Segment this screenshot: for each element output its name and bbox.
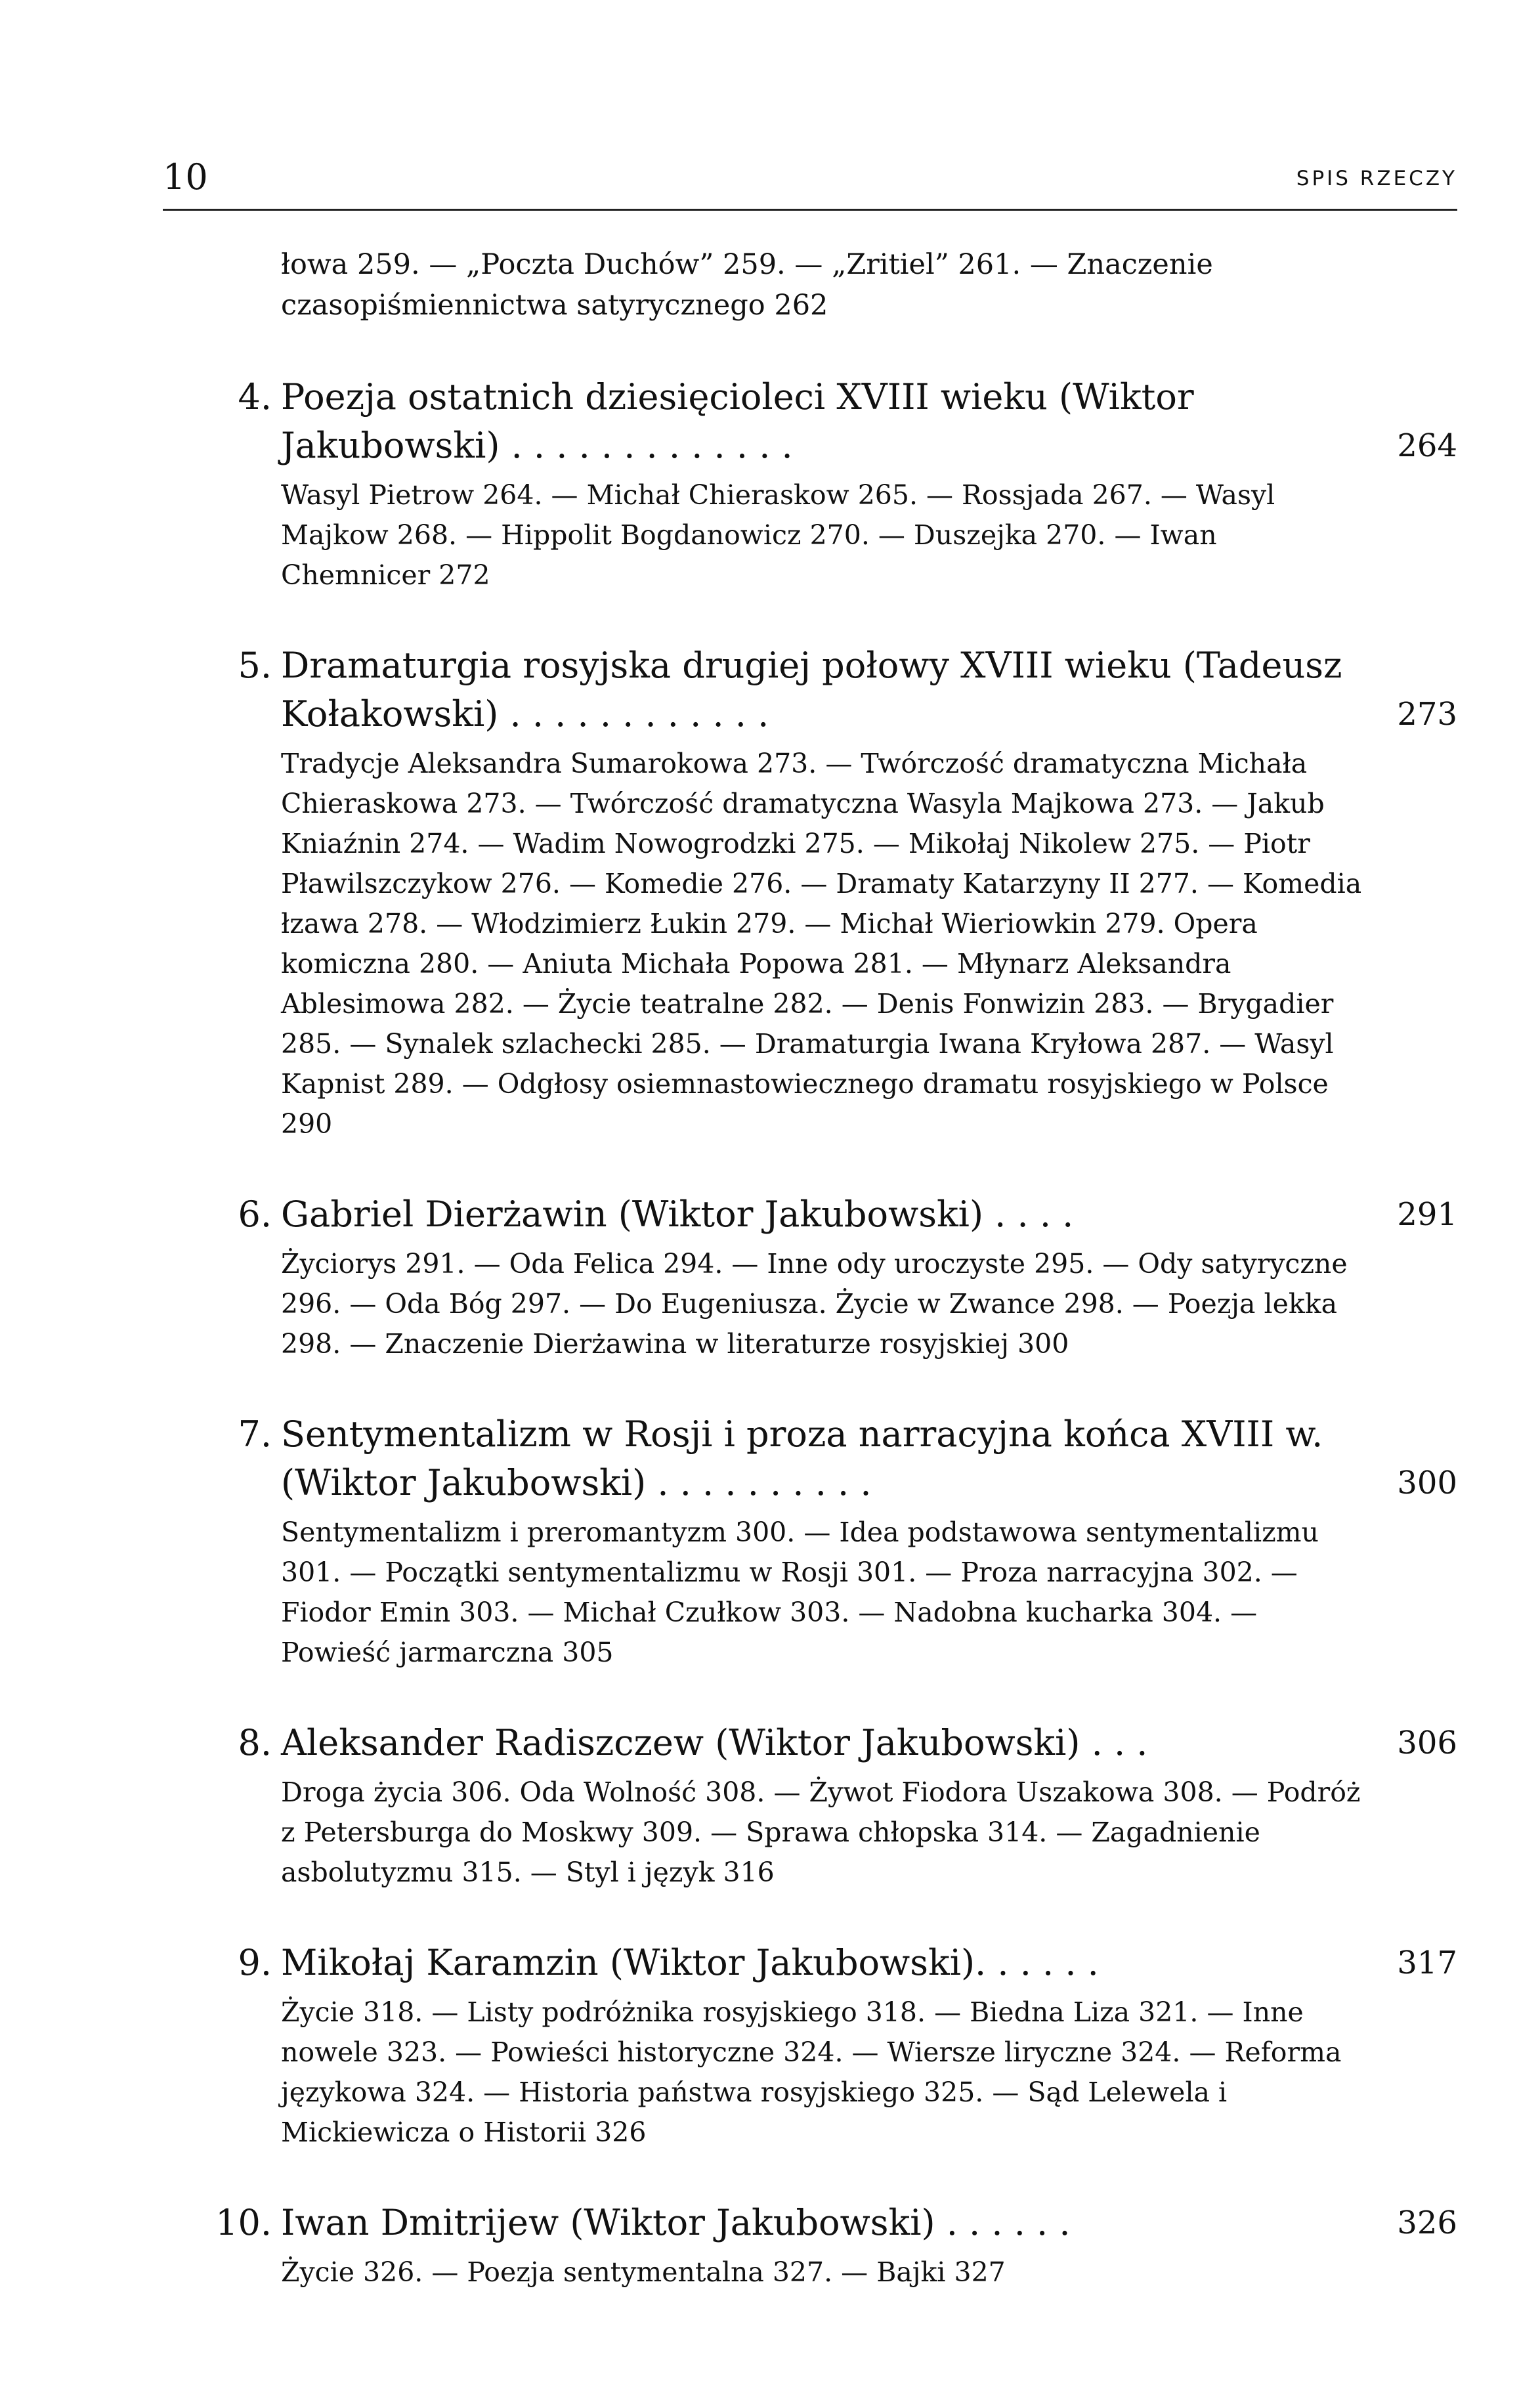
entry-number: 10. bbox=[215, 2202, 272, 2243]
entry-title: Poezja ostatnich dziesięcioleci XVIII wieku (Wiktor Jakubowski) . . . . . . . . . . . . . bbox=[281, 376, 1194, 466]
entry-head bbox=[163, 2199, 1457, 2247]
toc-entry-7 bbox=[163, 1410, 1457, 1673]
entry-number: 5. bbox=[238, 645, 272, 686]
entry-page: 326 bbox=[1397, 2205, 1457, 2241]
entry-page: 291 bbox=[1397, 1196, 1457, 1233]
toc-entry-8 bbox=[163, 1719, 1457, 1893]
toc-entry-4 bbox=[163, 373, 1457, 595]
entry-subtopics: Sentymentalizm i preromantyzm 300. — Idea podstawowa sentymentalizmu 301. — Początki sentymentalizmu w Rosji 301. — Proza narracyjna 302. — Fiodor Emin 303. — Michał Czułkow 303. — Nadobna kucharka 304. — Powieść jarmarczna 305 bbox=[281, 1517, 1319, 1668]
toc-entry-10 bbox=[163, 2199, 1457, 2292]
entry-number: 7. bbox=[238, 1413, 272, 1455]
entry-subtopics: Życiorys 291. — Oda Felica 294. — Inne ody uroczyste 295. — Ody satyryczne 296. — Oda Bóg 297. — Do Eugeniusza. Życie w Zwance 298. — Poezja lekka 298. — Znaczenie Dierżawina w literaturze rosyjskiej 300 bbox=[281, 1248, 1348, 1360]
entry-title: Aleksander Radiszczew (Wiktor Jakubowski) . . . bbox=[281, 1722, 1148, 1763]
entry-subtopics: Droga życia 306. Oda Wolność 308. — Żywot Fiodora Uszakowa 308. — Podróż z Petersburga do Moskwy 309. — Sprawa chłopska 314. — Zagadnienie asbolutyzmu 315. — Styl i język 316 bbox=[281, 1776, 1361, 1888]
header-rule bbox=[163, 209, 1457, 211]
entry-page: 306 bbox=[1397, 1725, 1457, 1761]
entry-subtopics: Życie 318. — Listy podróżnika rosyjskiego 318. — Biedna Liza 321. — Inne nowele 323. — Powieści historyczne 324. — Wiersze liryczne 324. — Reforma językowa 324. — Historia państwa rosyjskiego 325. — Sąd Lelewela i Mickiewicza o Historii 326 bbox=[281, 1996, 1342, 2148]
entry-number: 8. bbox=[238, 1722, 272, 1763]
entry-page: 273 bbox=[1397, 696, 1457, 733]
continued-entry-text: łowa 259. — „Poczta Duchów” 259. — „Zritiel” 261. — Znaczenie czasopiśmiennictwa satyrycznego 262 bbox=[281, 248, 1213, 322]
entry-number: 6. bbox=[238, 1194, 272, 1235]
entry-title: Dramaturgia rosyjska drugiej połowy XVIII wieku (Tadeusz Kołakowski) . . . . . . . . . . . . bbox=[281, 645, 1342, 735]
toc-entry-6 bbox=[163, 1190, 1457, 1364]
toc-entry-5 bbox=[163, 641, 1457, 1144]
entry-subtopics: Życie 326. — Poezja sentymentalna 327. — Bajki 327 bbox=[281, 2256, 1006, 2288]
entry-head bbox=[163, 1939, 1457, 1987]
entry-head bbox=[163, 1719, 1457, 1767]
entry-number: 9. bbox=[238, 1942, 272, 1983]
entry-head bbox=[163, 1410, 1457, 1507]
entry-number: 4. bbox=[238, 376, 272, 418]
entry-page: 317 bbox=[1397, 1945, 1457, 1981]
entry-subtopics: Tradycje Aleksandra Sumarokowa 273. — Twórczość dramatyczna Michała Chieraskowa 273. — Twórczość dramatyczna Wasyla Majkowa 273. — Jakub Kniaźnin 274. — Wadim Nowogrodzki 275. — Mikołaj Nikolew 275. — Piotr Pławilszczykow 276. — Komedie 276. — Dramaty Katarzyny II 277. — Komedia łzawa 278. — Włodzimierz Łukin 279. — Michał Wieriowkin 279. Opera komiczna 280. — Aniuta Michała Popowa 281. — Młynarz Aleksandra Ablesimowa 282. — Życie teatralne 282. — Denis Fonwizin 283. — Brygadier 285. — Synalek szlachecki 285. — Dramaturgia Iwana Kryłowa 287. — Wasyl Kapnist 289. — Odgłosy osiemnastowiecznego dramatu rosyjskiego w Polsce 290 bbox=[281, 748, 1362, 1140]
entry-title: Mikołaj Karamzin (Wiktor Jakubowski). . . . . . bbox=[281, 1942, 1099, 1983]
entry-subtopics: Wasyl Pietrow 264. — Michał Chieraskow 265. — Rossjada 267. — Wasyl Majkow 268. — Hippolit Bogdanowicz 270. — Duszejka 270. — Iwan Chemnicer 272 bbox=[281, 479, 1275, 591]
table-of-contents bbox=[163, 244, 1457, 2338]
page-header bbox=[163, 156, 1457, 202]
entry-title: Sentymentalizm w Rosji i proza narracyjna końca XVIII w. (Wiktor Jakubowski) . . . . . . . . . . bbox=[281, 1413, 1323, 1503]
entry-head bbox=[163, 1190, 1457, 1239]
entry-page: 264 bbox=[1397, 427, 1457, 464]
entry-title: Iwan Dmitrijew (Wiktor Jakubowski) . . . . . . bbox=[281, 2202, 1071, 2243]
toc-entry-9 bbox=[163, 1939, 1457, 2153]
page-number: 10 bbox=[163, 156, 208, 198]
entry-head bbox=[163, 373, 1457, 470]
running-title: SPIS RZECZY bbox=[1296, 167, 1457, 190]
entry-title: Gabriel Dierżawin (Wiktor Jakubowski) . . . . bbox=[281, 1194, 1074, 1235]
entry-page: 300 bbox=[1397, 1465, 1457, 1501]
entry-head bbox=[163, 641, 1457, 739]
